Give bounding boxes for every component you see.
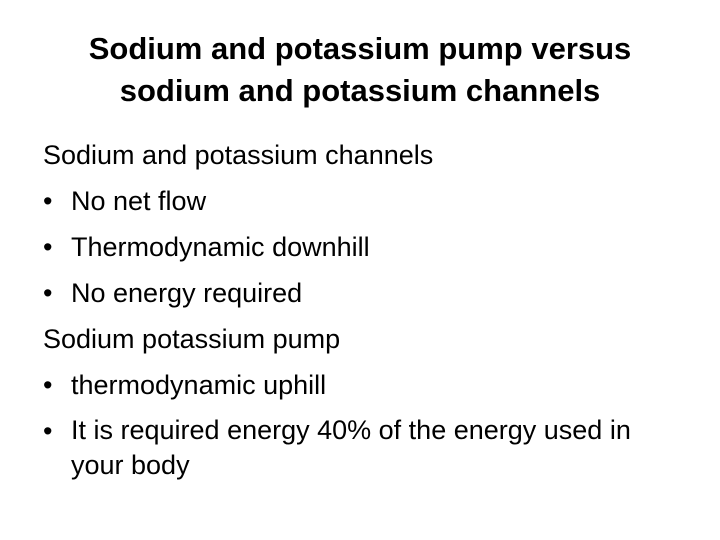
bullet-text: Thermodynamic downhill xyxy=(71,232,370,262)
section-heading-pump: Sodium potassium pump xyxy=(43,324,341,354)
slide-title xyxy=(20,28,700,112)
bullet-icon: • xyxy=(43,416,53,446)
bullet-item xyxy=(43,224,683,270)
section-heading-channels: Sodium and potassium channels xyxy=(43,140,434,170)
bullet-item xyxy=(43,408,683,483)
bullet-text: No net flow xyxy=(71,186,207,216)
bullet-icon: • xyxy=(43,278,53,308)
bullet-icon: • xyxy=(43,232,53,262)
bullet-text: It is required energy 40% of the energy used in your body xyxy=(71,415,631,480)
bullet-text: thermodynamic uphill xyxy=(71,370,327,400)
bullet-item xyxy=(43,270,683,316)
bullet-item xyxy=(43,362,683,408)
bullet-icon: • xyxy=(43,186,53,216)
bullet-item xyxy=(43,178,683,224)
slide-body xyxy=(43,132,683,483)
bullet-text: No energy required xyxy=(71,278,303,308)
title-line-1: Sodium and potassium pump versus xyxy=(88,31,632,66)
bullet-icon: • xyxy=(43,370,53,400)
title-line-2: sodium and potassium channels xyxy=(119,73,601,108)
